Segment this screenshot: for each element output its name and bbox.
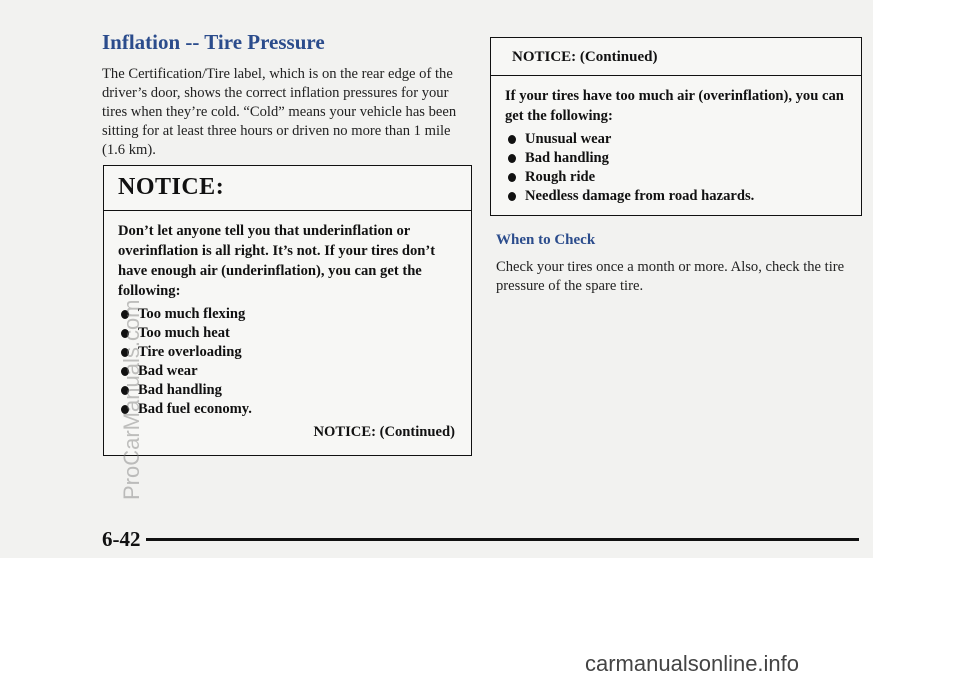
bullet-icon: [508, 154, 516, 163]
bottom-watermark: carmanualsonline.info: [585, 651, 800, 676]
notice-box-underinflation: [103, 165, 472, 456]
notice-header: [104, 166, 471, 211]
list-item: Needless damage from road hazards.: [505, 187, 847, 206]
notice-header: [491, 38, 861, 76]
list-item: Bad fuel economy.: [118, 400, 457, 419]
list-item: Too much heat: [118, 324, 457, 343]
notice-header-label: NOTICE: (Continued): [512, 49, 658, 65]
overinflation-list: [505, 130, 847, 206]
side-watermark: ProCarManuals.com: [119, 299, 144, 500]
notice-text: If your tires have too much air (overinflation), you can get the following:: [505, 88, 844, 124]
list-item: Tire overloading: [118, 343, 457, 362]
intro-paragraph: The Certification/Tire label, which is on the rear edge of the driver’s door, shows the correct inflation pressures for your tires when they’re cold. “Cold” means your vehicle has been sitting for at least three hours or driven no more than 1 mile (1.6 km).: [102, 66, 457, 158]
notice-continued-label: NOTICE: (Continued): [313, 424, 455, 440]
footer-rule: [146, 538, 859, 541]
bullet-icon: [508, 135, 516, 144]
underinflation-list: [118, 305, 457, 419]
notice-body: [491, 76, 861, 206]
list-item: Rough ride: [505, 168, 847, 187]
notice-box-overinflation: [490, 37, 862, 216]
bullet-icon: [508, 173, 516, 182]
when-to-check-paragraph: Check your tires once a month or more. Also, check the tire pressure of the spare tire.: [496, 259, 845, 294]
list-item: Bad handling: [505, 149, 847, 168]
notice-body: [104, 211, 471, 419]
section-title: Inflation -- Tire Pressure: [102, 30, 325, 54]
list-item: Too much flexing: [118, 305, 457, 324]
bullet-icon: [508, 192, 516, 201]
list-item: Unusual wear: [505, 130, 847, 149]
notice-text: Don’t let anyone tell you that underinflation or overinflation is all right. It’s not. If your tires don’t have enough air (underinflation), you can get the following:: [118, 223, 436, 299]
list-item: Bad handling: [118, 381, 457, 400]
notice-header-label: NOTICE:: [118, 174, 225, 200]
page-number: 6-42: [102, 527, 141, 551]
subheading-when-to-check: When to Check: [496, 232, 596, 248]
list-item: Bad wear: [118, 362, 457, 381]
